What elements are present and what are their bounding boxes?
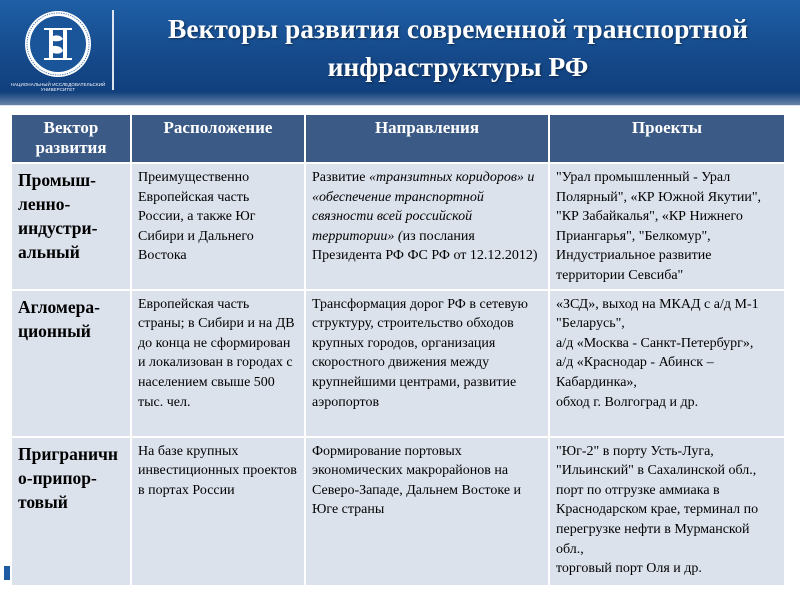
vector-cell: Агломера-ционный <box>11 290 131 437</box>
directions-text: Развитие <box>312 170 369 185</box>
directions-cell: Формирование портовых экономических макрорайонов на Северо-Западе, Дальнем Востоке и Юге страны <box>305 437 549 586</box>
hse-logo <box>8 8 108 92</box>
table-row <box>11 163 785 290</box>
vector-cell <box>11 437 131 586</box>
logo-caption-line-2: УНИВЕРСИТЕТ <box>40 87 76 92</box>
vectors-table <box>10 113 786 587</box>
directions-cell: Трансформация дорог РФ в сетевую структуру, строительство обходов крупных городов, организация скоростного движения между крупнейшими центрами, развитие аэропортов <box>305 290 549 437</box>
column-header-projects: Проекты <box>549 114 785 163</box>
logo-caption <box>8 82 108 92</box>
project-line: а/д «Москва - Санкт-Петербург», <box>556 335 754 351</box>
vector-cell-text-1: Приграничн <box>18 443 118 464</box>
directions-cell <box>305 163 549 290</box>
university-emblem-icon <box>8 8 108 82</box>
column-header-location: Расположение <box>131 114 305 163</box>
location-cell: На базе крупных инвестиционных проектов в портах России <box>131 437 305 586</box>
logo-caption-line-1: НАЦИОНАЛЬНЫЙ ИССЛЕДОВАТЕЛЬСКИЙ <box>10 82 106 87</box>
project-line: обход г. Волгоград и др. <box>556 394 699 410</box>
logo-divider <box>112 10 114 90</box>
projects-cell: "Урал промышленный - Урал Полярный", «КР Южной Якутии", "КР Забайкалья", «КР Нижнего Приангарья", "Белкомур", Индустриальное развитие территории Севсиба" <box>549 163 785 290</box>
directions-source: из послания Президента РФ ФС РФ от 12.12.2012) <box>312 228 538 264</box>
column-header-vector: Вектор развития <box>11 114 131 163</box>
project-line: а/д «Краснодар - Абинск – Кабардинка», <box>556 355 714 390</box>
directions-quote: «транзитных коридоров» и «обеспечение транспортной связности всей российской территории» ( <box>312 170 535 244</box>
projects-cell <box>549 290 785 437</box>
location-cell: Преимущественно Европейская часть России, а также Юг Сибири и Дальнего Востока <box>131 163 305 290</box>
header-shade <box>0 92 800 106</box>
location-cell: Европейская часть страны; в Сибири и на ДВ до конца не сформирован и локализован в городах с населением свыше 500 тыс. чел. <box>131 290 305 437</box>
projects-cell <box>549 437 785 586</box>
page-title: Векторы развития современной транспортной инфраструктуры РФ <box>168 13 748 82</box>
slide-marker <box>4 566 10 580</box>
project-line: торговый порт Оля и др. <box>556 561 702 577</box>
project-line: "Юг-2" в порту Усть-Луга, "Ильинский" в Сахалинской обл., порт по отгрузке аммиака в Краснодарском крае, терминал по перегрузке нефти в Мурманской обл., <box>556 443 759 557</box>
vector-cell: Промыш-ленно-индустри-альный <box>11 163 131 290</box>
table-row <box>11 437 785 586</box>
table-header-row <box>11 114 785 163</box>
vector-cell-text-2: о-припор-товый <box>18 467 97 512</box>
table-row <box>11 290 785 437</box>
project-line: «ЗСД», выход на МКАД с а/д М-1 "Беларусь", <box>556 296 759 332</box>
column-header-directions: Направления <box>305 114 549 163</box>
